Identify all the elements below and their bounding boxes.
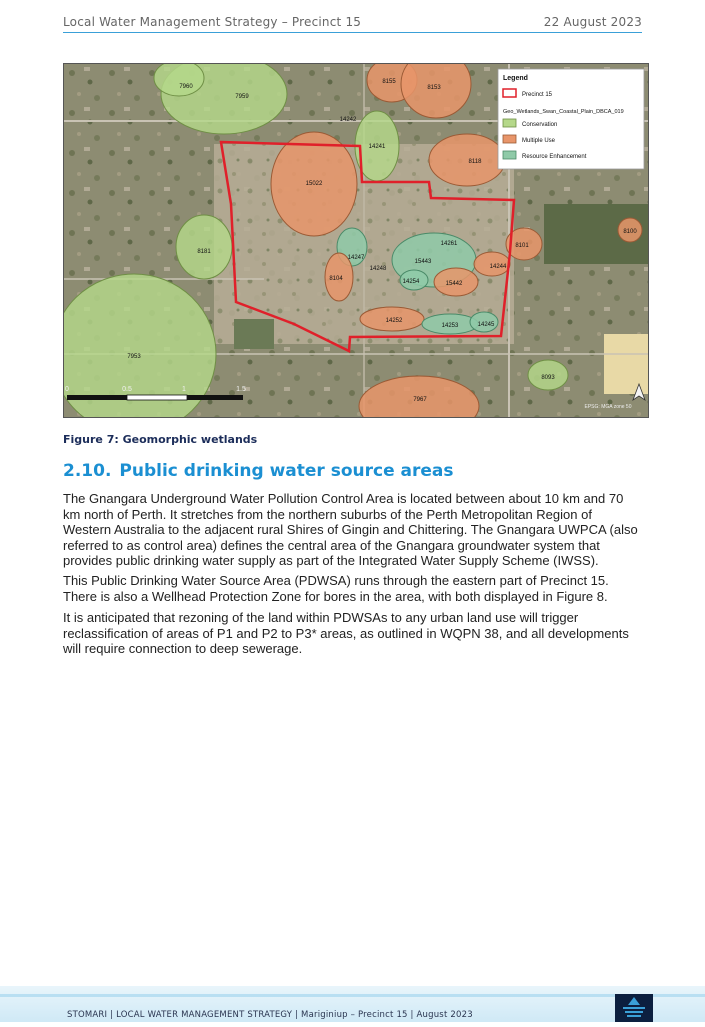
wetland-label: 7959 xyxy=(235,94,249,100)
scale-label: 1 xyxy=(182,386,186,393)
wetland-label: 14253 xyxy=(441,323,459,329)
wetland-label: 8181 xyxy=(197,249,211,255)
wetland-label: 8093 xyxy=(541,375,555,381)
wetland-label: 14252 xyxy=(385,318,403,324)
wetland-label: 14261 xyxy=(440,241,458,247)
legend-label-conservation: Conservation xyxy=(522,122,558,128)
wetland-label: 14241 xyxy=(368,144,386,150)
wetland-label: 14248 xyxy=(369,266,387,272)
paragraph-pdwsa: This Public Drinking Water Source Area (PDWSA) runs through the eastern part of Precinct 15. There is also a Wellhead Protection Zone for bores in the area, with both displayed in Figure 8. xyxy=(63,573,609,604)
section-heading xyxy=(63,461,454,481)
wetland-label: 8100 xyxy=(623,229,637,235)
legend-swatch-resource-enhancement xyxy=(503,151,516,159)
scale-label: 1.5 xyxy=(236,386,246,393)
wetland-label: 15442 xyxy=(445,281,463,287)
map-legend xyxy=(498,69,644,169)
legend-title: Legend xyxy=(503,75,528,82)
figure-caption: Figure 7: Geomorphic wetlands xyxy=(63,433,258,446)
wetland-label: 7960 xyxy=(179,84,193,90)
section-number: 2.10. xyxy=(63,461,112,481)
header-divider xyxy=(63,32,642,33)
header-date: 22 August 2023 xyxy=(543,15,642,29)
company-logo-icon xyxy=(615,994,653,1022)
wetland-label: 14254 xyxy=(402,279,420,285)
header-title: Local Water Management Strategy – Precinct 15 xyxy=(63,15,362,29)
wetland-label: 8104 xyxy=(329,276,343,282)
wetland-label: 8101 xyxy=(515,243,529,249)
wetland-label: 8118 xyxy=(468,159,482,165)
paragraph-gnangara-uwpca: The Gnangara Underground Water Pollution Control Area is located between about 10 km and 70 km north of Perth. It stretches from the northern suburbs of the Perth Metropolitan Region of Western Australia to the adjacent rural Shires of Gingin and Chittering. The Gnangara UWPCA (also referred to as control area) defines the central area of the Gnangara groundwater system that provides public drinking water supply as part of the Integrated Water Supply Scheme (IWSS). xyxy=(63,491,638,568)
wetland-label: 8153 xyxy=(427,85,441,91)
legend-layer-name: Geo_Wetlands_Swan_Coastal_Plain_DBCA_019 xyxy=(503,109,624,115)
legend-precinct-label: Precinct 15 xyxy=(522,92,553,98)
legend-swatch-conservation xyxy=(503,119,516,127)
wetland-label: 15443 xyxy=(414,259,432,265)
wetland-label: 14245 xyxy=(477,322,495,328)
wetland-label: 7953 xyxy=(127,354,141,360)
wetlands-map xyxy=(63,63,649,418)
legend-label-multiple-use: Multiple Use xyxy=(522,138,556,144)
legend-swatch-multiple-use xyxy=(503,135,516,143)
map-credit: EPSG: MGA zone 50 xyxy=(584,404,632,410)
wetland-label: 15022 xyxy=(305,181,323,187)
wetland-label: 14244 xyxy=(489,264,507,270)
legend-label-resource-enhancement: Resource Enhancement xyxy=(522,154,587,160)
paragraph-rezoning: It is anticipated that rezoning of the land within PDWSAs to any urban land use will trigger reclassification of areas of P1 and P2 to P3* areas, as outlined in WQPN 38, and all developments will require connection to deep sewerage. xyxy=(63,610,629,656)
scale-label: 0 xyxy=(65,386,69,393)
wetland-label: 14242 xyxy=(339,117,357,123)
wetland-label: 8155 xyxy=(382,79,396,85)
scale-label: 0.5 xyxy=(122,386,132,393)
section-title-text: Public drinking water source areas xyxy=(119,461,454,481)
wetland-label: 7967 xyxy=(413,397,427,403)
wetland-label: 14247 xyxy=(347,255,365,261)
footer-text: STOMARI | LOCAL WATER MANAGEMENT STRATEGY | Mariginiup – Precinct 15 | August 2023 xyxy=(67,1010,473,1020)
